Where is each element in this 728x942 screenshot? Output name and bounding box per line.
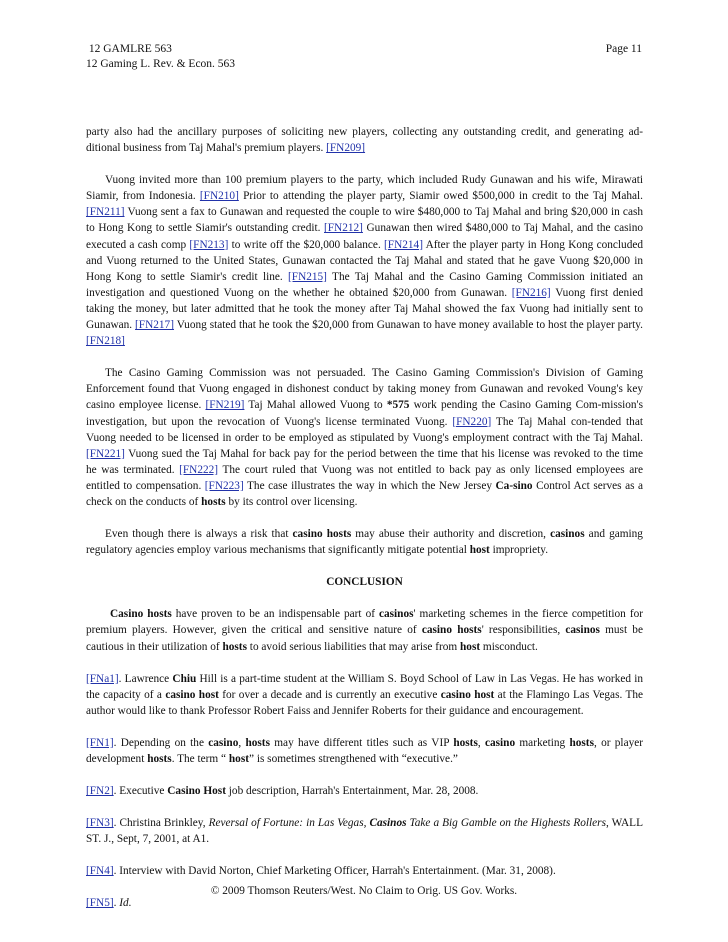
text: Even though there is always a risk that — [105, 528, 293, 541]
highlight-term: hosts — [453, 736, 478, 749]
text: Prior to attending the player party, Siamir owed $500,000 in credit to the Taj Mahal. — [238, 190, 643, 203]
text: Hill is a part-time student at the William S. Boyd School of Law in Las Vegas. He has worked in the capacity of a — [86, 672, 644, 701]
text: may have different titles such as VIP — [269, 736, 454, 749]
text: and gaming regulatory agencies employ various mechanisms that significantly mitigate potential — [86, 528, 643, 557]
highlight-term: hosts — [569, 736, 594, 749]
footnote-link-fn214[interactable]: [FN214] — [384, 238, 423, 251]
copyright-footer: © 2009 Thomson Reuters/West. No Claim to Orig. US Gov. Works. — [210, 885, 518, 897]
footnote-fn1 — [86, 735, 643, 767]
highlight-term: casino hosts — [421, 624, 482, 637]
text: work pending the Casino Gaming Com-mission's investigation, but upon the revocation of Vuong's license terminated Vuong. — [86, 399, 643, 428]
footnote-anchor-fn5[interactable]: [FN5] — [86, 897, 114, 910]
highlight-term: casino — [208, 736, 239, 749]
text: marketing — [515, 736, 570, 749]
text: Vuong invited more than 100 premium players to the party, which included Rudy Gunawan and his wife, Mirawati Siamir, from Indonesia. — [86, 174, 643, 203]
text: job description, Harrah's Entertainment, Mar. 28, 2008. — [225, 785, 479, 798]
footnote-fn2 — [86, 783, 643, 799]
text: impropriety. — [489, 544, 549, 557]
text: ” is sometimes strengthened with “executive.” — [248, 753, 458, 765]
footnote-link-fn210[interactable]: [FN210] — [199, 190, 239, 203]
highlight-term: Casino hosts — [110, 608, 172, 621]
paragraph-commission — [86, 365, 643, 510]
footnote-anchor-fn1[interactable]: [FN1] — [86, 736, 114, 749]
citation-line-1: 12 GAMLRE 563 — [86, 43, 172, 55]
text: Vuong stated that he took the $20,000 from Gunawan to have money available to host the player party. — [173, 319, 643, 332]
text: Taj Mahal allowed Vuong to — [244, 399, 387, 412]
footnote-fn4 — [86, 863, 643, 879]
text: to write off the $20,000 balance. — [228, 238, 385, 251]
footnote-link-fn215[interactable]: [FN215] — [288, 270, 327, 283]
text: The Taj Mahal con-tended that Vuong needed to be licensed in order to be employed as stipulated by Vuong's employment contract with the Taj Mahal. — [86, 415, 643, 444]
text: at the Flamingo Las Vegas. The author would like to thank Professor Robert Faiss and Jennifer Roberts for their guidance and encouragement. — [86, 688, 644, 717]
footnote-anchor-fn4[interactable]: [FN4] — [86, 865, 114, 878]
footnote-link-fn216[interactable]: [FN216] — [511, 286, 551, 299]
text: The Casino Gaming Commission was not persuaded. The Casino Gaming Commission's Division of Gaming Enforcement found that Vuong engaged in dishonest conduct by taking money from Gunawan and revoked Voung's key casino employee license. — [86, 367, 643, 412]
highlight-term: host — [460, 640, 481, 653]
footnote-link-fn212[interactable]: [FN212] — [324, 222, 363, 235]
text: , or player development — [86, 736, 644, 765]
footnote-link-fn223[interactable]: [FN223] — [204, 479, 244, 492]
footnote-link-fn213[interactable]: [FN213] — [189, 238, 229, 251]
highlight-term: Casino Host — [167, 785, 226, 798]
text: ' responsibilities, — [481, 624, 566, 637]
text: to avoid serious liabilities that may arise from — [246, 640, 461, 653]
text: . Executive — [113, 785, 168, 798]
highlight-term: casinos — [550, 528, 585, 541]
highlight-term: Casinos — [369, 817, 407, 830]
footnote-link-fn211[interactable]: [FN211] — [86, 206, 125, 219]
highlight-term: casino — [484, 736, 516, 749]
text: , — [238, 736, 246, 749]
text: Gunawan then wired $480,000 to Taj Mahal, and the casino executed a cash comp — [86, 222, 643, 251]
highlight-term: casino host — [440, 688, 495, 701]
footnote-fna1 — [86, 671, 643, 719]
highlight-term: host — [469, 544, 490, 557]
text: . — [113, 897, 120, 910]
text: Vuong sued the Taj Mahal for back pay for the period between the time that his license was revoked to the time he was terminated. — [86, 447, 643, 476]
text: . Christina Brinkley, — [113, 817, 209, 830]
footnote-fn5 — [86, 895, 643, 911]
paragraph-risk — [86, 526, 643, 558]
paragraph-conclusion — [86, 606, 643, 654]
highlight-term: Ca-sino — [495, 479, 533, 492]
highlight-term: casino host — [165, 688, 219, 701]
highlight-term: hosts — [222, 640, 247, 653]
text: . Depending on the — [113, 736, 209, 749]
footnote-link-fn209[interactable]: [FN209] — [326, 142, 366, 155]
page-number: Page 11 — [605, 43, 642, 55]
text: party also had the ancillary purposes of soliciting new players, collecting any outstanding credit, and generating ad-ditional business from Taj Mahal's premium players. — [86, 126, 643, 155]
footnote-link-fn217[interactable]: [FN217] — [135, 319, 174, 332]
highlight-term: hosts — [201, 495, 226, 508]
paragraph-party-purposes — [86, 124, 643, 156]
footnote-fn3 — [86, 815, 643, 847]
highlight-term: hosts — [147, 753, 172, 765]
text: . Lawrence — [118, 672, 173, 685]
highlight-term: casinos — [378, 608, 414, 621]
highlight-term: host — [228, 753, 249, 765]
text: may abuse their authority and discretion, — [351, 528, 551, 541]
text: ' marketing schemes in the fierce competition for premium players. However, given the critical and sensitive nature of — [86, 608, 643, 637]
footnote-link-fn220[interactable]: [FN220] — [452, 415, 492, 428]
star-page-marker: *575 — [386, 399, 410, 412]
text: for over a decade and is currently an executive — [218, 688, 441, 701]
section-heading-conclusion: CONCLUSION — [326, 576, 403, 589]
footnote-anchor-fn2[interactable]: [FN2] — [86, 785, 114, 798]
text: misconduct. — [480, 640, 538, 653]
citation-line-2: 12 Gaming L. Rev. & Econ. 563 — [86, 58, 236, 70]
footnote-anchor-fn3[interactable]: [FN3] — [86, 817, 114, 830]
text: Vuong sent a fax to Gunawan and requested the couple to wire $480,000 to Taj Mahal and bring $20,000 in cash to Hong Kong to settle Siamir's outstanding credit. — [86, 206, 643, 235]
footnote-anchor-fna1[interactable]: [FNa1] — [86, 672, 119, 685]
citation-id: Id. — [119, 897, 132, 910]
text: , WALL ST. J., Sept, 7, 2001, at A1. — [86, 817, 643, 846]
footnote-link-fn219[interactable]: [FN219] — [205, 399, 245, 412]
text: , — [477, 736, 485, 749]
text: by its control over licensing. — [225, 495, 358, 508]
text: Vuong first denied taking the money, but later admitted that he took the money after Taj Mahal showed the fax Vuong had initially sent to Gunawan. — [86, 286, 643, 332]
text: The court ruled that Vuong was not entitled to back pay as only licensed employees are entitled to compensation. — [86, 463, 643, 492]
footnote-link-fn222[interactable]: [FN222] — [179, 463, 219, 476]
highlight-term: hosts — [245, 736, 270, 749]
article-title: Reversal of Fortune: in Las Vegas, — [208, 817, 370, 830]
highlight-term: casinos — [565, 624, 600, 637]
text: The case illustrates the way in which the New Jersey — [243, 479, 496, 492]
text: have proven to be an indispensable part of — [171, 608, 379, 621]
text: . The term “ — [171, 753, 229, 765]
article-title: Take a Big Gamble on the Highests Rollers — [406, 817, 606, 830]
text: The Taj Mahal and the Casino Gaming Commission initiated an investigation and questioned Vuong on the whether he obtained $20,000 from Gunawan. — [86, 270, 644, 299]
footnote-link-fn221[interactable]: [FN221] — [86, 447, 125, 460]
document-body — [86, 124, 643, 912]
text: . Interview with David Norton, Chief Marketing Officer, Harrah's Entertainment. (Mar. 31, 2008). — [113, 865, 556, 878]
paragraph-vuong-invite — [86, 172, 643, 349]
text: Control Act serves as a check on the conducts of — [86, 479, 644, 508]
text: must be cautious in their utilization of — [86, 624, 643, 653]
highlight-term: Chiu — [172, 672, 197, 685]
highlight-term: casino hosts — [292, 528, 352, 541]
text: After the player party in Hong Kong concluded and Vuong returned to the United States, Gunawan contacted the Taj Mahal and stated that he gave Vuong $20,000 in Hong Kong to settle Siamir's credit line. — [86, 238, 644, 283]
footnote-link-fn218[interactable]: [FN218] — [86, 335, 125, 348]
